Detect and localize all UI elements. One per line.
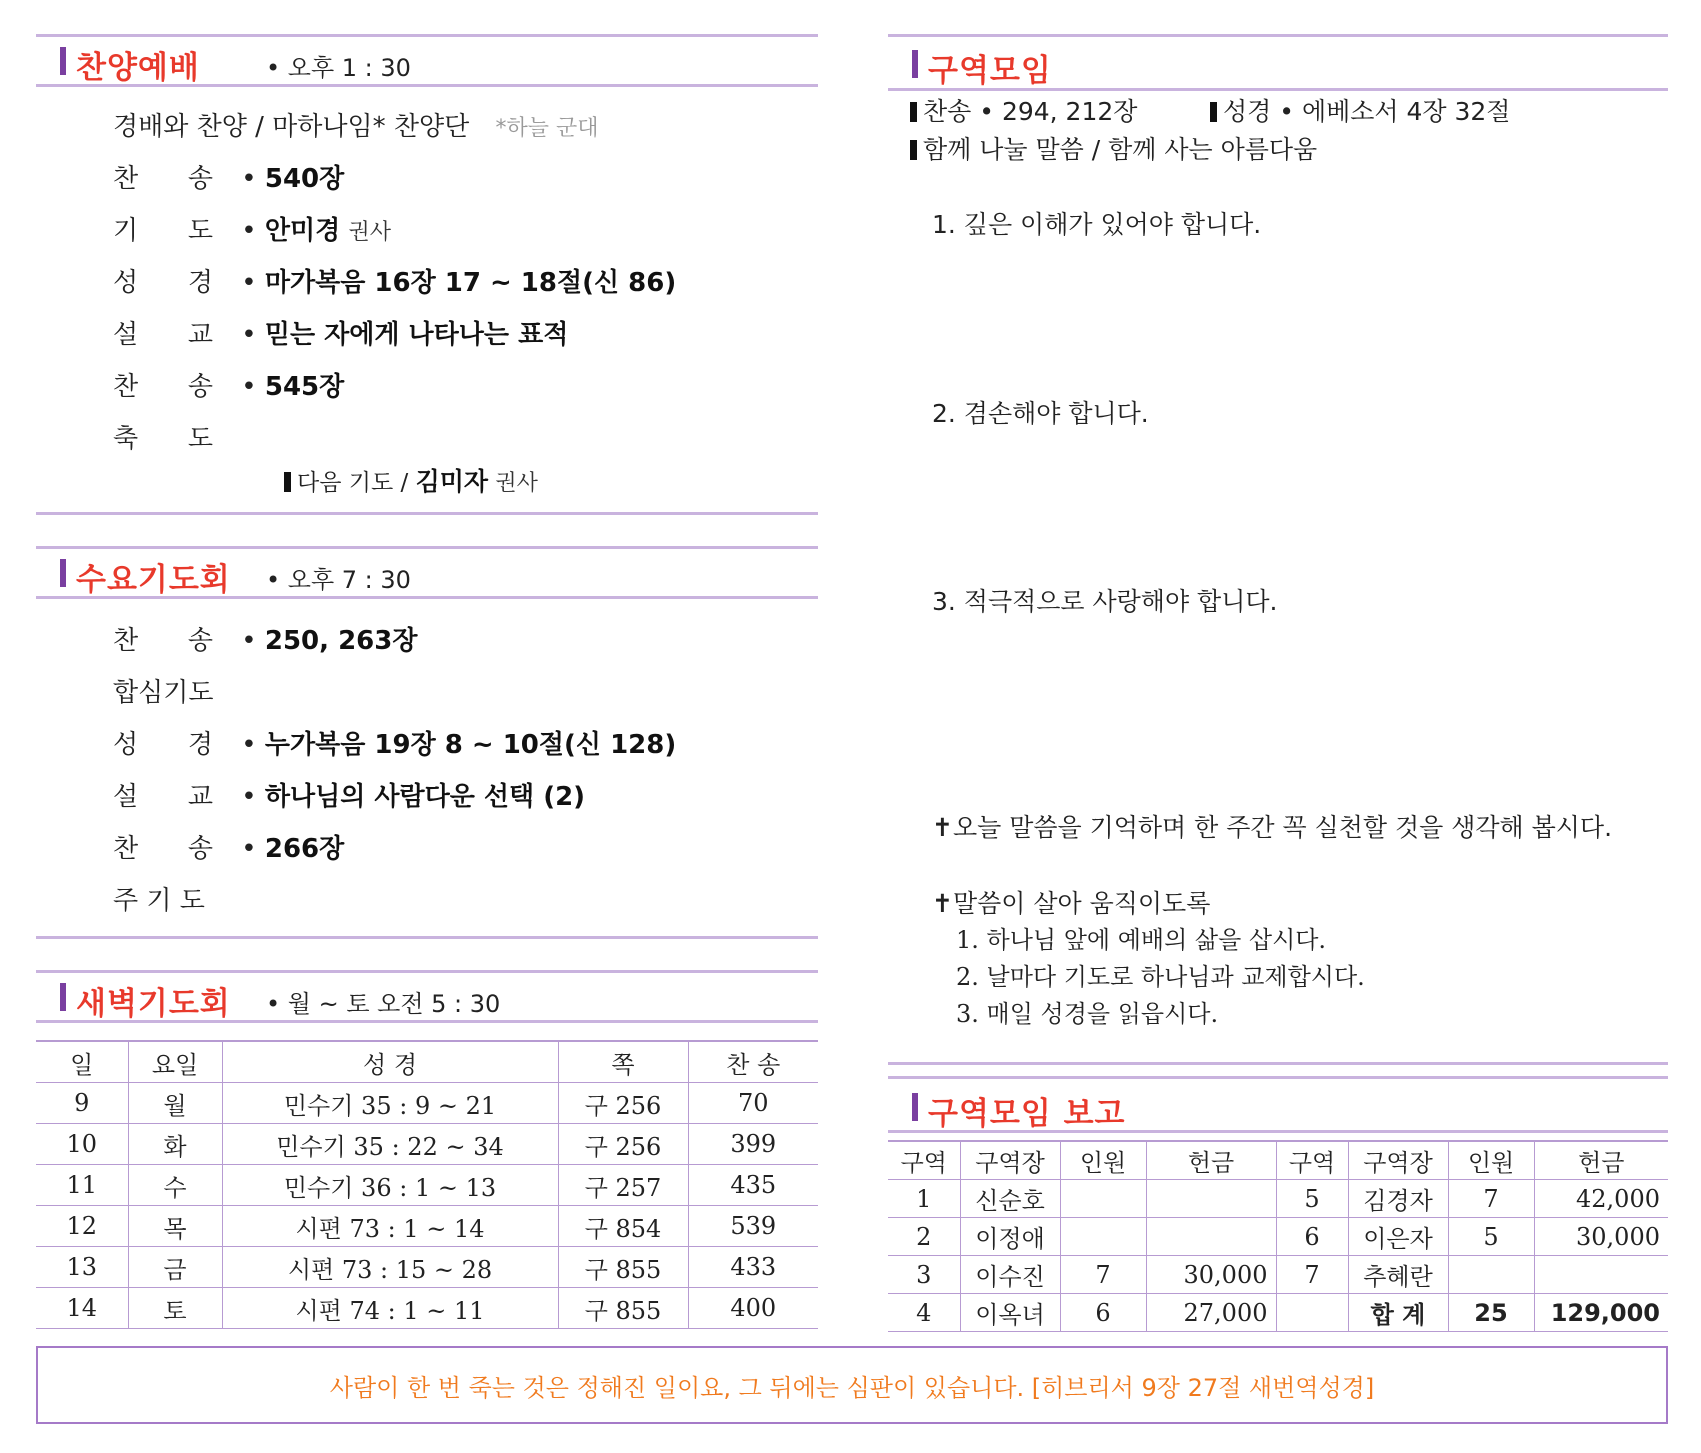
district-point: 1. 깊은 이해가 있어야 합니다.: [932, 210, 1262, 239]
cell: 13: [36, 1247, 128, 1288]
item-value: 250, 263장: [264, 626, 418, 656]
table-row: [36, 1124, 818, 1165]
cell: 이은자: [1348, 1218, 1448, 1256]
item-suffix: 권사: [348, 220, 392, 245]
cell: 30,000: [1534, 1218, 1668, 1256]
header-cell: 인원: [1060, 1141, 1146, 1180]
divider: [36, 596, 818, 599]
cell: 수: [128, 1165, 222, 1206]
cell: 민수기 36 : 1 ~ 13: [222, 1165, 558, 1206]
cell: 민수기 35 : 9 ~ 21: [222, 1083, 558, 1124]
table-row: [36, 1083, 818, 1124]
cell: 신순호: [960, 1180, 1060, 1218]
cell: 이수진: [960, 1256, 1060, 1294]
cell: 30,000: [1146, 1256, 1276, 1294]
district-title: 구역모임: [928, 53, 1052, 89]
header-cell: 찬 송: [688, 1041, 818, 1083]
wednesday-item: 성 경 • 누가복음 19장 8 ~ 10절(신 128): [113, 724, 676, 761]
section-marker: [60, 47, 66, 75]
next-prayer-suffix: 권사: [495, 471, 538, 496]
cell: 구 855: [558, 1247, 688, 1288]
choir-note: *하늘 군대: [495, 116, 599, 141]
dawn-title: 새벽기도회: [76, 986, 231, 1022]
cell: 3: [888, 1256, 960, 1294]
cell: 구 256: [558, 1124, 688, 1165]
bullet-icon: [1210, 102, 1217, 122]
table-row: [888, 1180, 1668, 1218]
cell: 시편 73 : 15 ~ 28: [222, 1247, 558, 1288]
cell: 11: [36, 1165, 128, 1206]
reflection-text: ✝오늘 말씀을 기억하며 한 주간 꼭 실천할 것을 생각해 봅시다.: [932, 813, 1613, 842]
cell: [1146, 1218, 1276, 1256]
cell: 시편 74 : 1 ~ 11: [222, 1288, 558, 1329]
item-value: 540장: [264, 164, 345, 194]
divider: [888, 88, 1668, 91]
praise-item: 찬 송 • 540장: [113, 158, 344, 195]
section-marker: [912, 50, 918, 78]
cell: 9: [36, 1083, 128, 1124]
cell: 1: [888, 1180, 960, 1218]
item-value: 545장: [264, 372, 345, 402]
bullet-icon: [910, 140, 917, 160]
table-row: [36, 1206, 818, 1247]
divider: [888, 34, 1668, 37]
cell: 6: [1276, 1218, 1348, 1256]
header-cell: 쪽: [558, 1041, 688, 1083]
cell: 월: [128, 1083, 222, 1124]
wednesday-item: 찬 송 • 250, 263장: [113, 620, 417, 657]
next-prayer-label: 다음 기도 /: [297, 470, 409, 496]
word-item: 3. 매일 성경을 읽읍시다.: [956, 1000, 1219, 1028]
divider: [36, 1020, 818, 1023]
cell: 70: [688, 1083, 818, 1124]
district-point: 2. 겸손해야 합니다.: [932, 399, 1149, 428]
item-label: 축 도: [113, 424, 213, 454]
cell: [1534, 1256, 1668, 1294]
cell: 7: [1276, 1256, 1348, 1294]
item-label: 설 교: [113, 782, 213, 812]
district-scripture-text: 성경 • 에베소서 4장 32절: [1223, 97, 1511, 126]
cell: 4: [888, 1294, 960, 1332]
dawn-time: • 월 ~ 토 오전 5 : 30: [266, 990, 501, 1018]
item-label: 성 경: [113, 730, 213, 760]
table-header-row: [36, 1041, 818, 1083]
district-hymn: [910, 92, 1137, 128]
item-value: 266장: [264, 834, 345, 864]
header-cell: 구역: [888, 1141, 960, 1180]
cell: 433: [688, 1247, 818, 1288]
word-item: 1. 하나님 앞에 예배의 삶을 삽시다.: [956, 926, 1327, 954]
section-marker: [60, 983, 66, 1011]
item-label: 주 기 도: [113, 886, 205, 916]
praise-time: • 오후 1 : 30: [266, 54, 411, 82]
cell: 구 256: [558, 1083, 688, 1124]
item-label: 성 경: [113, 268, 213, 298]
choir-line: [113, 106, 599, 143]
header-cell: 성 경: [222, 1041, 558, 1083]
cell: 27,000: [1146, 1294, 1276, 1332]
next-prayer-name: 김미자: [415, 467, 489, 496]
word-item: 2. 날마다 기도로 하나님과 교제합시다.: [956, 963, 1365, 991]
table-row: [888, 1218, 1668, 1256]
cell: 7: [1060, 1256, 1146, 1294]
item-value: 안미경: [264, 216, 341, 246]
cell: [1060, 1180, 1146, 1218]
praise-item: [113, 418, 233, 455]
praise-item: 설 교 • 믿는 자에게 나타나는 표적: [113, 314, 568, 351]
header-cell: 구역장: [960, 1141, 1060, 1180]
next-prayer: [284, 462, 538, 498]
wednesday-time: • 오후 7 : 30: [266, 566, 411, 594]
item-value: 믿는 자에게 나타나는 표적: [264, 320, 569, 350]
cell: 5: [1276, 1180, 1348, 1218]
header-cell: 인원: [1448, 1141, 1534, 1180]
cell: 구 855: [558, 1288, 688, 1329]
cell: 토: [128, 1288, 222, 1329]
cell: 539: [688, 1206, 818, 1247]
cell: 금: [128, 1247, 222, 1288]
verse-box: [36, 1346, 1668, 1424]
verse-text: 사람이 한 번 죽는 것은 정해진 일이요, 그 뒤에는 심판이 있습니다. [히브리서 9장 27절 새번역성경]: [329, 1373, 1375, 1402]
wednesday-item: 설 교 • 하나님의 사람다운 선택 (2): [113, 776, 585, 813]
table-row: [888, 1256, 1668, 1294]
praise-item: 기 도 • 안미경 권사: [113, 210, 391, 247]
section-marker: [912, 1093, 918, 1121]
cell: [1146, 1180, 1276, 1218]
cell: 화: [128, 1124, 222, 1165]
table-row: [36, 1247, 818, 1288]
item-label: 설 교: [113, 320, 213, 350]
report-title: 구역모임 보고: [928, 1096, 1126, 1132]
header-cell: 일: [36, 1041, 128, 1083]
cell: 5: [1448, 1218, 1534, 1256]
item-label: 찬 송: [113, 834, 213, 864]
divider: [888, 1130, 1668, 1133]
bullet-icon: [910, 102, 917, 122]
item-label: 찬 송: [113, 626, 213, 656]
cell: 42,000: [1534, 1180, 1668, 1218]
header-cell: 구역: [1276, 1141, 1348, 1180]
header-cell: 구역장: [1348, 1141, 1448, 1180]
praise-item: 찬 송 • 545장: [113, 366, 344, 403]
item-label: 기 도: [113, 216, 213, 246]
cell: 시편 73 : 1 ~ 14: [222, 1206, 558, 1247]
cell: 구 257: [558, 1165, 688, 1206]
item-value: 하나님의 사람다운 선택 (2): [264, 782, 586, 812]
table-row: [36, 1165, 818, 1206]
praise-item: 성 경 • 마가복음 16장 17 ~ 18절(신 86): [113, 262, 676, 299]
district-scripture: [1210, 92, 1510, 128]
cell: 목: [128, 1206, 222, 1247]
divider: [36, 936, 818, 939]
word-title: ✝말씀이 살아 움직이도록: [932, 889, 1211, 918]
divider: [888, 1076, 1668, 1079]
cell: 이정애: [960, 1218, 1060, 1256]
district-theme: [910, 130, 1317, 166]
divider: [36, 546, 818, 549]
district-point: 3. 적극적으로 사랑해야 합니다.: [932, 587, 1278, 616]
cell: 이옥녀: [960, 1294, 1060, 1332]
item-label: 찬 송: [113, 372, 213, 402]
item-label: 합심기도: [113, 678, 214, 708]
cell: 399: [688, 1124, 818, 1165]
cell: 435: [688, 1165, 818, 1206]
cell: 김경자: [1348, 1180, 1448, 1218]
district-theme-text: 함께 나눌 말씀 / 함께 사는 아름다움: [923, 135, 1318, 164]
header-cell: 헌금: [1534, 1141, 1668, 1180]
item-value: 마가복음 16장 17 ~ 18절(신 86): [264, 268, 677, 298]
total-label: 합 계: [1348, 1294, 1448, 1332]
divider: [36, 84, 818, 87]
cell: [1276, 1294, 1348, 1332]
divider: [888, 1062, 1668, 1065]
cell: 7: [1448, 1180, 1534, 1218]
item-label: 찬 송: [113, 164, 213, 194]
cell: 12: [36, 1206, 128, 1247]
wednesday-item: 찬 송 • 266장: [113, 828, 344, 865]
total-count: 25: [1448, 1294, 1534, 1332]
cell: 10: [36, 1124, 128, 1165]
praise-title: 찬양예배: [76, 50, 200, 86]
wednesday-item: [113, 880, 205, 917]
wednesday-item: [113, 672, 213, 709]
cell: [1060, 1218, 1146, 1256]
district-hymn-text: 찬송 • 294, 212장: [923, 97, 1138, 126]
table-row: [888, 1294, 1668, 1332]
divider: [36, 34, 818, 37]
cell: 추혜란: [1348, 1256, 1448, 1294]
cell: 400: [688, 1288, 818, 1329]
header-cell: 헌금: [1146, 1141, 1276, 1180]
choir-text: 경배와 찬양 / 마하나임* 찬양단: [113, 112, 470, 142]
district-report-table: [888, 1140, 1668, 1332]
divider: [36, 512, 818, 515]
table-row: [36, 1288, 818, 1329]
cell: 2: [888, 1218, 960, 1256]
total-offering: 129,000: [1534, 1294, 1668, 1332]
cell: 14: [36, 1288, 128, 1329]
section-marker: [60, 559, 66, 587]
cell: [1448, 1256, 1534, 1294]
divider: [36, 970, 818, 973]
wednesday-title: 수요기도회: [76, 562, 231, 598]
table-header-row: [888, 1141, 1668, 1180]
cell: 구 854: [558, 1206, 688, 1247]
dawn-schedule-table: [36, 1040, 818, 1329]
bullet-icon: [284, 472, 291, 492]
header-cell: 요일: [128, 1041, 222, 1083]
item-value: 누가복음 19장 8 ~ 10절(신 128): [264, 730, 677, 760]
cell: 6: [1060, 1294, 1146, 1332]
cell: 민수기 35 : 22 ~ 34: [222, 1124, 558, 1165]
